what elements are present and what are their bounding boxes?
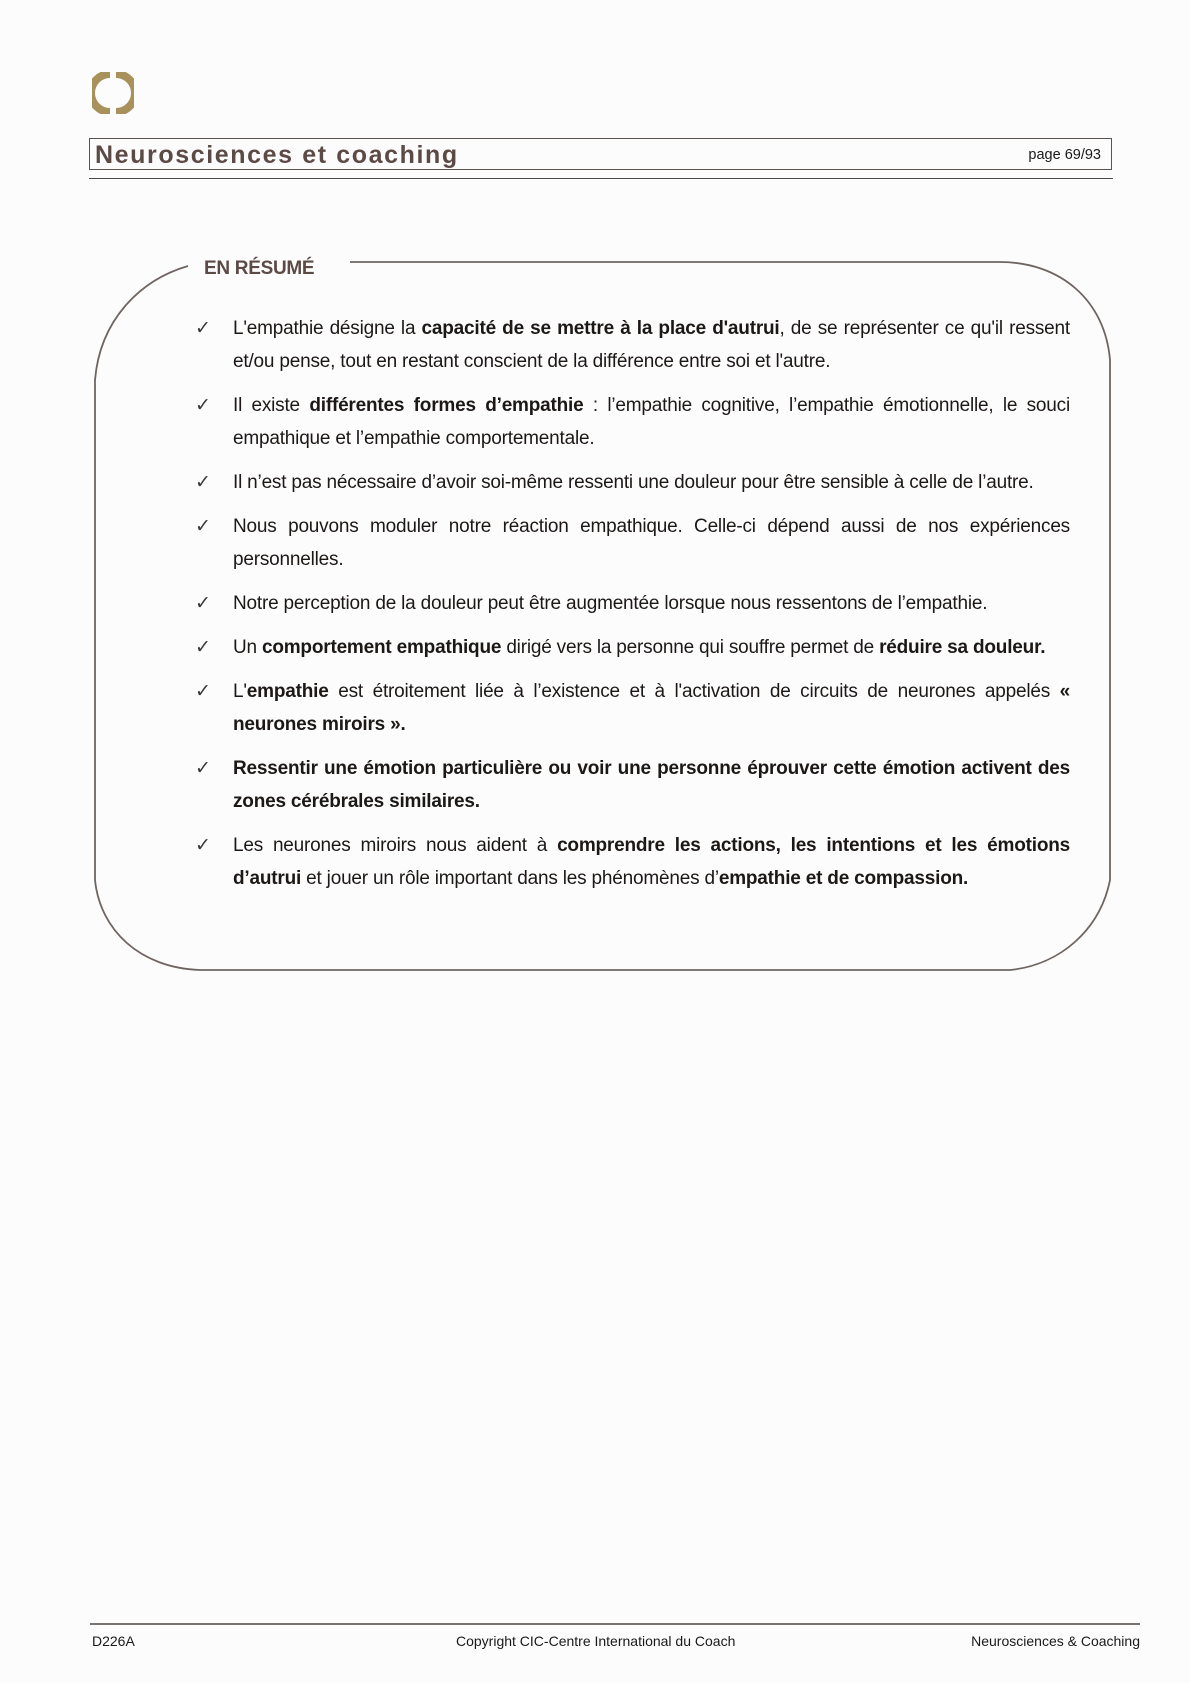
summary-item	[195, 466, 1070, 499]
checkmark-icon: ✓	[195, 593, 211, 614]
body-text: Un	[233, 637, 262, 658]
emphasis-text: Ressentir une émotion particulière ou voir une personne éprouver cette émotion activent des zones cérébrales similaires.	[233, 758, 1070, 812]
summary-item	[195, 752, 1070, 818]
body-text: dirigé vers la personne qui souffre permet de	[501, 637, 880, 658]
summary-item	[195, 389, 1070, 455]
body-text: L'	[233, 681, 247, 702]
body-text: Nous pouvons moduler notre réaction empathique. Celle-ci dépend aussi de nos expériences personnelles.	[233, 516, 1070, 570]
summary-item	[195, 631, 1070, 664]
checkmark-icon: ✓	[195, 516, 211, 537]
summary-heading: EN RÉSUMÉ	[204, 258, 315, 279]
checkmark-icon: ✓	[195, 681, 211, 702]
emphasis-text: empathie	[246, 681, 329, 702]
checkmark-icon: ✓	[195, 637, 211, 658]
emphasis-text: capacité de se mettre à la place d'autrui	[421, 318, 780, 339]
emphasis-text: empathie et de compassion.	[718, 868, 969, 889]
body-text: Il existe	[233, 395, 310, 416]
summary-item	[195, 829, 1070, 895]
emphasis-text: comprendre les actions, les intentions et les émotions d’autrui	[233, 835, 1071, 889]
emphasis-text: « neurones miroirs ».	[233, 681, 1070, 735]
emphasis-text: comportement empathique	[261, 637, 502, 658]
footer-doc-code: D226A	[92, 1633, 135, 1649]
summary-list	[195, 312, 1070, 906]
footer-course-title: Neurosciences & Coaching	[971, 1633, 1140, 1649]
checkmark-icon: ✓	[195, 472, 211, 493]
body-text: L'empathie désigne la	[233, 318, 422, 339]
body-text: Il n’est pas nécessaire d’avoir soi-même ressenti une douleur pour être sensible à celle de l’autre.	[233, 472, 1034, 493]
summary-item	[195, 675, 1070, 741]
body-text: Notre perception de la douleur peut être augmentée lorsque nous ressentons de l’empathie.	[233, 593, 988, 614]
checkmark-icon: ✓	[195, 395, 211, 416]
body-text: , de se représenter ce qu'il ressent et/ou pense, tout en restant conscient de la différence entre soi et l'autre.	[233, 318, 1070, 372]
summary-item	[195, 587, 1070, 620]
footer-divider	[90, 1623, 1140, 1625]
checkmark-icon: ✓	[195, 758, 211, 779]
body-text: Les neurones miroirs nous aident à	[233, 835, 558, 856]
summary-item	[195, 312, 1070, 378]
body-text: et jouer un rôle important dans les phénomènes d’	[301, 868, 719, 889]
emphasis-text: réduire sa douleur.	[879, 637, 1046, 658]
page-number: page 69/93	[1028, 147, 1101, 163]
body-text: : l’empathie cognitive, l’empathie émotionnelle, le souci empathique et l’empathie comportementale.	[233, 395, 1070, 449]
checkmark-icon: ✓	[195, 318, 211, 339]
emphasis-text: différentes formes d’empathie	[309, 395, 584, 416]
document-title: Neurosciences et coaching	[95, 141, 459, 169]
body-text: est étroitement liée à l’existence et à l'activation de circuits de neurones appelés	[328, 681, 1060, 702]
summary-item	[195, 510, 1070, 576]
footer-copyright: Copyright CIC-Centre International du Coach	[456, 1633, 736, 1649]
checkmark-icon: ✓	[195, 835, 211, 856]
